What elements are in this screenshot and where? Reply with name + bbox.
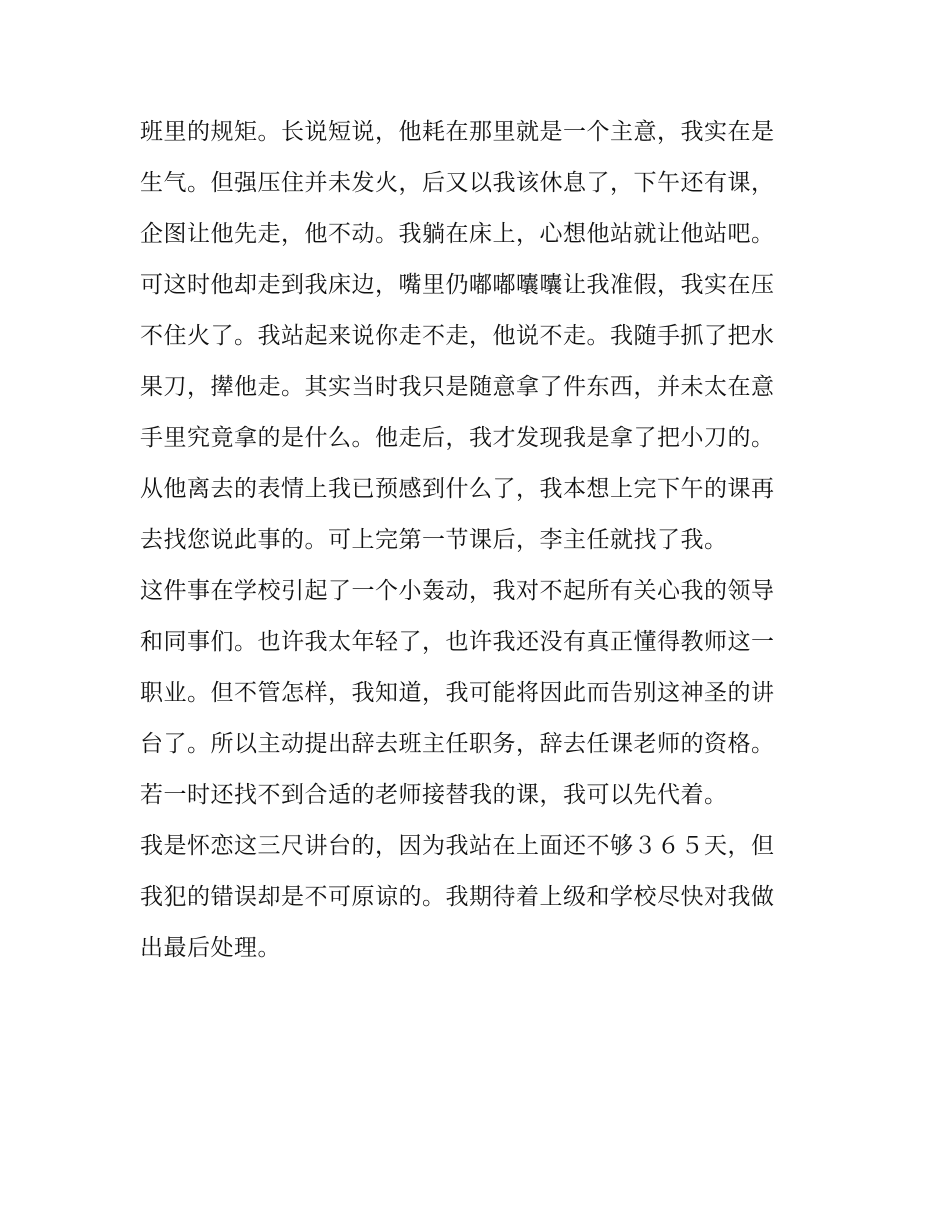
text-line: 这件事在学校引起了一个小轰动，我对不起所有关心我的领导 xyxy=(140,578,775,604)
text-line: 我犯的错误却是不可原谅的。我期待着上级和学校尽快对我做 xyxy=(140,884,775,910)
text-line: 企图让他先走，他不动。我躺在床上，心想他站就让他站吧。 xyxy=(140,221,775,247)
text-line: 台了。所以主动提出辞去班主任职务，辞去任课老师的资格。 xyxy=(140,731,775,757)
body-text xyxy=(140,107,820,974)
text-line: 若一时还找不到合适的老师接替我的课，我可以先代着。 xyxy=(140,782,728,808)
text-line: 去找您说此事的。可上完第一节课后，李主任就找了我。 xyxy=(140,527,728,553)
text-line: 不住火了。我站起来说你走不走，他说不走。我随手抓了把水 xyxy=(140,323,775,349)
text-line: 手里究竟拿的是什么。他走后，我才发现我是拿了把小刀的。 xyxy=(140,425,775,451)
text-line: 果刀，撵他走。其实当时我只是随意拿了件东西，并未太在意 xyxy=(140,374,775,400)
text-line: 班里的规矩。长说短说，他耗在那里就是一个主意，我实在是 xyxy=(140,119,775,145)
text-line: 从他离去的表情上我已预感到什么了，我本想上完下午的课再 xyxy=(140,476,775,502)
text-line: 我是怀恋这三尺讲台的，因为我站在上面还不够３６５天，但 xyxy=(140,833,775,859)
text-line: 和同事们。也许我太年轻了，也许我还没有真正懂得教师这一 xyxy=(140,629,775,655)
text-line: 生气。但强压住并未发火，后又以我该休息了，下午还有课， xyxy=(140,170,775,196)
text-line: 职业。但不管怎样，我知道，我可能将因此而告别这神圣的讲 xyxy=(140,680,775,706)
text-line: 可这时他却走到我床边，嘴里仍嘟嘟囔囔让我准假，我实在压 xyxy=(140,272,775,298)
text-line: 出最后处理。 xyxy=(140,935,281,961)
